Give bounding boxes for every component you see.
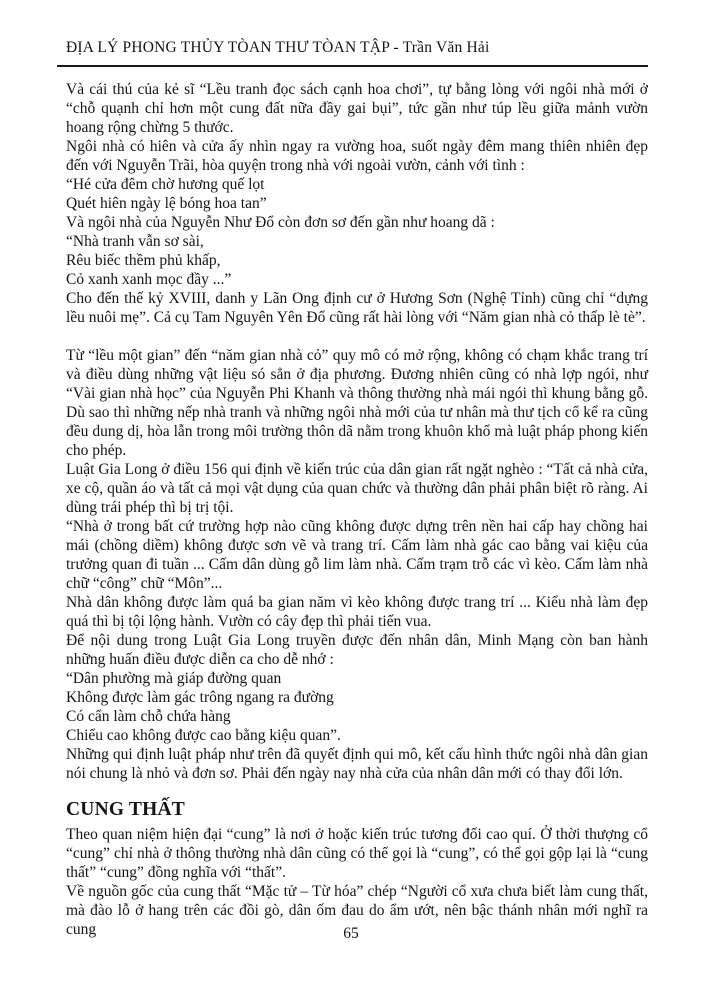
- paragraph: Và cái thú của kẻ sĩ “Lều tranh đọc sách cạnh hoa chơi”, tự bằng lòng với ngôi nhà mới ở “chỗ quạnh chỉ hơn một cung đất nữa đầy gai bụi”, tức gần như túp lều giữa mảnh vườn hoang rộng chừng 5 thước.: [66, 81, 648, 136]
- paragraph: Luật Gia Long ở điều 156 qui định về kiến trúc của dân gian rất ngặt nghèo : “Tất cả nhà cửa, xe cộ, quần áo và tất cả mọi vật dụng của quan chức và thường dân phải phân biệt rõ ràng. Ai dùng trái phép thì bị trị tội.: [66, 461, 648, 516]
- paragraph: Theo quan niệm hiện đại “cung” là nơi ở hoặc kiến trúc tương đối cao quí. Ở thời thượng cổ “cung” chỉ nhà ở thông thường nhà dân cũng có thể gọi là “cung”, có thể gọi gộp lại là “cung thất” “cung” đồng nghĩa với “thất”.: [66, 826, 648, 881]
- running-header-title: ĐỊA LÝ PHONG THỦY TÒAN THƯ TÒAN TẬP - Trần Văn Hải: [66, 39, 490, 56]
- verse-line: Rêu biếc thềm phủ khấp,: [66, 252, 221, 269]
- page-header: [66, 38, 648, 67]
- paragraph: “Nhà ở trong bất cứ trường hợp nào cũng không được dựng trên nền hai cấp hay chồng hai mái (chồng diềm) không được sơn vẽ và trang trí. Cấm làm nhà gác cao bằng vai kiệu của trưởng quan đi tuần ... Cấm dân dùng gỗ lim làm nhà. Cấm trạm trỗ các vì kèo. Cấm làm nhà chữ “công” chữ “Môn”...: [66, 518, 648, 592]
- header-rule: [57, 65, 648, 67]
- verse-line: “Hé cửa đêm chờ hương quế lọt: [66, 176, 265, 193]
- paragraph: Để nội dung trong Luật Gia Long truyền được đến nhân dân, Minh Mạng còn ban hành những huấn điều được diễn ca cho dễ nhớ :: [66, 632, 648, 668]
- paragraph: Ngôi nhà có hiên và cửa ấy nhìn ngay ra vường hoa, suốt ngày đêm mang thiên nhiên đẹp đến với Nguyễn Trãi, hòa quyện trong nhà với ngoài vườn, cảnh với tình :: [66, 138, 648, 174]
- paragraph: Từ “lều một gian” đến “năm gian nhà cỏ” quy mô có mở rộng, không có chạm khắc trang trí và điều dùng những vật liệu só sẳn ở địa phương. Đương nhiên cũng có nhà lợp ngói, như “Vài gian nhà học” của Nguyễn Phi Khanh và thông thường nhà mái ngói thì khung bằng gỗ. Dù sao thì những nếp nhà tranh và những ngôi nhà mới của tư nhân mà thư tịch cổ kể ra cũng đều dung dị, hòa lẫn trong môi trường thôn dã nằm trong khuôn khổ mà luật pháp phong kiến cho phép.: [66, 347, 648, 459]
- verse-line: “Nhà tranh vẫn sơ sài,: [66, 233, 204, 250]
- verse-line: “Dân phường mà giáp đường quan: [66, 670, 282, 687]
- paragraph: Cho đến thế kỷ XVIII, danh y Lãn Ong định cư ở Hương Sơn (Nghệ Tỉnh) cũng chỉ “dựng lều nuôi mẹ”. Cả cụ Tam Nguyên Yên Đổ cũng rất hài lòng với “Năm gian nhà cỏ thấp lè tè”.: [66, 290, 648, 326]
- verse-line: Cỏ xanh xanh mọc đầy ...”: [66, 271, 232, 288]
- paragraph: Nhà dân không được làm quá ba gian năm vì kèo không được trang trí ... Kiểu nhà làm đẹp quá thì bị tội lộng hành. Vườn có cây đẹp thì phải tiến vua.: [66, 594, 648, 630]
- verse-line: Không được làm gác trông ngang ra đường: [66, 689, 334, 706]
- page-body: [66, 80, 648, 939]
- verse-line: Và ngôi nhà của Nguyễn Như Đổ còn đơn sơ đến gần như hoang dã :: [66, 214, 495, 231]
- paragraph: Những qui định luật pháp như trên đã quyết định qui mô, kết cấu hình thức ngôi nhà dân gian nói chung là nhỏ và đơn sơ. Phải đến ngày nay nhà cửa của nhân dân mới có thay đổi lớn.: [66, 746, 648, 782]
- paragraph: Về nguồn gốc của cung thất “Mặc tử – Từ hóa” chép “Người cổ xưa chưa biết làm cung thất, mà đào lỗ ở hang trên các đồi gò, dân ốm đau do ẩm ướt, nên bậc thánh nhân mới nghĩ ra cung: [66, 883, 648, 938]
- page-footer: [0, 925, 702, 943]
- page-number: 65: [343, 925, 359, 942]
- verse-line: Có cẩn làm chỗ chứa hàng: [66, 708, 231, 725]
- section-heading: CUNG THẤT: [66, 799, 185, 820]
- verse-line: Chiểu cao không được cao bằng kiệu quan”.: [66, 727, 341, 744]
- verse-line: Quét hiên ngày lệ bóng hoa tan”: [66, 195, 267, 212]
